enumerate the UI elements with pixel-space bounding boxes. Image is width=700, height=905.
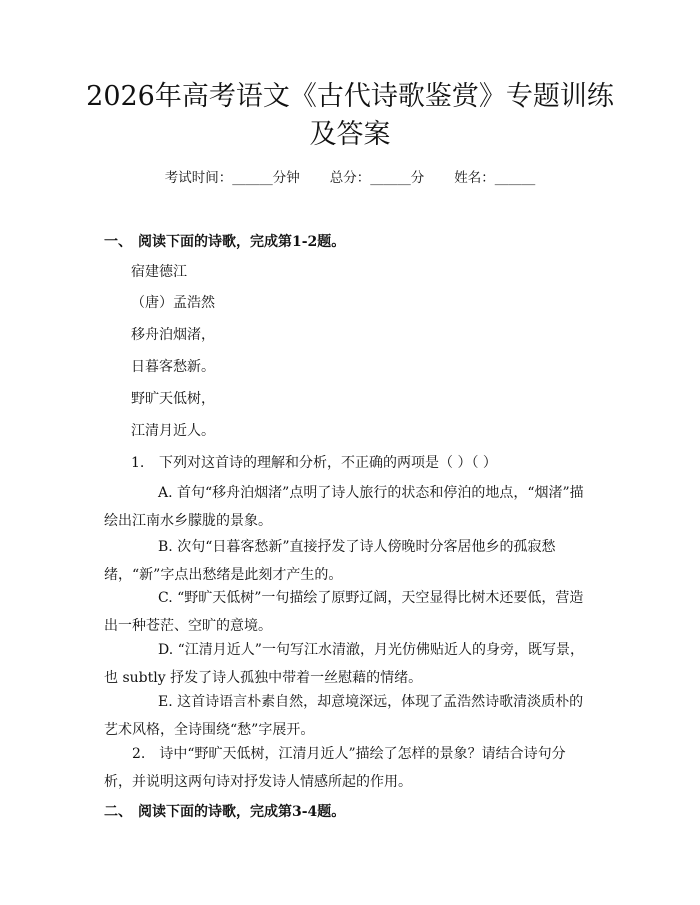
exam-meta (0, 168, 700, 188)
option-d: D. “江清月近人”一句写江水清澈，月光仿佛贴近人的身旁，既写景，也 subtly 抒发了诗人孤独中带着一丝慰藉的情绪。 (104, 642, 584, 686)
poem-line-4: 江清月近人。 (131, 423, 215, 439)
document-title (60, 78, 640, 154)
question-1 (131, 453, 497, 473)
section-1-text: 阅读下面的诗歌，完成第1-2题。 (138, 234, 346, 250)
option-e: E. 这首诗语言朴素自然，却意境深远，体现了孟浩然诗歌清淡质朴的艺术风格，全诗围绕“愁”字展开。 (104, 694, 584, 738)
section-2-heading (104, 802, 345, 822)
poem-title: 宿建德江 (131, 264, 187, 280)
title-line-2: 及答案 (309, 119, 391, 150)
question-2: 2. 诗中“野旷天低树，江清月近人”描绘了怎样的景象？请结合诗句分析，并说明这两句诗对抒发诗人情感所起的作用。 (104, 746, 566, 790)
section-2-text: 阅读下面的诗歌，完成第3-4题。 (138, 804, 346, 820)
poem-author: （唐）孟浩然 (131, 295, 215, 311)
option-a: A. 首句“移舟泊烟渚”点明了诗人旅行的状态和停泊的地点，“烟渚”描绘出江南水乡朦胧的景象。 (104, 485, 584, 529)
title-line-1: 2026年高考语文《古代诗歌鉴赏》专题训练 (86, 81, 614, 112)
option-c: C. “野旷天低树”一句描绘了原野辽阔，天空显得比树木还要低，营造出一种苍茫、空旷的意境。 (104, 590, 584, 634)
exam-name: 姓名：______ (454, 170, 536, 186)
poem-line-3: 野旷天低树， (131, 391, 215, 407)
poem-line-1: 移舟泊烟渚， (131, 327, 215, 343)
poem-line-2: 日暮客愁新。 (131, 359, 215, 375)
option-b: B. 次句“日暮客愁新”直接抒发了诗人傍晚时分客居他乡的孤寂愁绪，“新”字点出愁绪是此刻才产生的。 (104, 539, 556, 583)
exam-time: 考试时间：______分钟 (164, 170, 300, 186)
exam-score: 总分：______分 (329, 170, 425, 186)
section-2-number: 二、 (104, 804, 132, 820)
question-1-number: 1. (131, 455, 145, 471)
section-1-heading (104, 232, 345, 252)
question-1-text: 下列对这首诗的理解和分析，不正确的两项是（ ）（ ） (159, 455, 497, 471)
section-1-number: 一、 (104, 234, 132, 250)
